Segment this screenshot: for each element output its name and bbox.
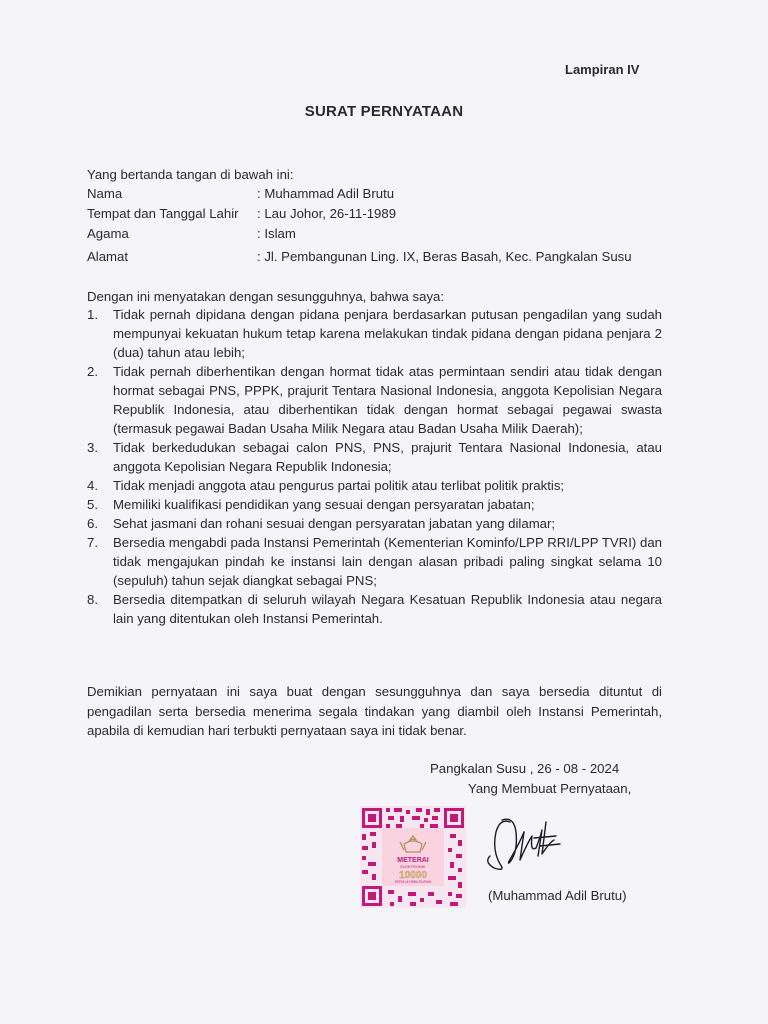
list-number: 2. [87,364,98,379]
list-text: Bersedia mengabdi pada Instansi Pemerintah (Kementerian Kominfo/LPP RRI/LPP TVRI) dan tidak mengajukan pindah ke instansi lain dengan alasan pribadi paling singkat selama 10 (sepuluh) tahun sejak diangkat sebagai PNS; [113,535,662,588]
list-item [87,514,662,533]
list-number: 1. [87,307,98,322]
identity-value: : Jl. Pembangunan Ling. IX, Beras Basah, Kec. Pangkalan Susu [257,249,632,264]
list-number: 5. [87,497,98,512]
stamp-sublabel: ELEKTRONIK [400,864,426,869]
intro-text: Yang bertanda tangan di bawah ini: [87,167,294,182]
list-text: Bersedia ditempatkan di seluruh wilayah Negara Kesatuan Republik Indonesia atau negara lain yang ditentukan oleh Instansi Pemerintah. [113,592,662,626]
maker-label: Yang Membuat Pernyataan, [468,781,632,796]
identity-value: : Lau Johor, 26-11-1989 [257,206,397,221]
list-item [87,495,662,514]
list-number: 4. [87,478,98,493]
list-number: 7. [87,535,98,550]
list-item [87,476,662,495]
list-item [87,590,662,628]
stamp-footer: SEPULUH RIBU RUPIAH [394,880,432,884]
list-text: Tidak pernah dipidana dengan pidana penjara berdasarkan putusan pengadilan yang sudah mempunyai kekuatan hukum tetap karena melakukan tindak pidana dengan pidana penjara 2 (dua) tahun atau lebih; [113,307,662,360]
list-text: Sehat jasmani dan rohani sesuai dengan persyaratan jabatan yang dilamar; [113,516,556,531]
identity-value: : Islam [257,226,296,241]
list-item [87,438,662,476]
list-text: Tidak berkedudukan sebagai calon PNS, PNS, prajurit Tentara Nasional Indonesia, atau anggota Kepolisian Negara Republik Indonesia; [113,440,662,474]
handwritten-signature [480,812,570,878]
stamp-label: METERAI [397,857,429,864]
closing-paragraph: Demikian pernyataan ini saya buat dengan sesungguhnya dan saya bersedia dituntut di pengadilan serta bersedia menerima segala tindakan yang diambil oleh Instansi Pemerintah, apabila di kemudian hari terbukti pernyataan saya ini tidak benar. [87,684,662,738]
list-item [87,362,662,438]
document-title: SURAT PERNYATAAN [304,103,464,120]
stamp-amount: 10000 [399,870,427,881]
list-item [87,305,662,362]
list-number: 6. [87,516,98,531]
list-text: Tidak menjadi anggota atau pengurus partai politik atau terlibat politik praktis; [113,478,565,493]
identity-label: Alamat [87,249,129,264]
identity-label: Nama [87,186,123,201]
list-text: Memiliki kualifikasi pendidikan yang sesuai dengan persyaratan jabatan; [113,497,535,512]
list-item [87,533,662,590]
identity-value: : Muhammad Adil Brutu [257,186,395,201]
attachment-label: Lampiran IV [565,62,640,77]
place-date: Pangkalan Susu , 26 - 08 - 2024 [430,761,620,776]
identity-label: Agama [87,226,129,241]
list-text: Tidak pernah diberhentikan dengan hormat tidak atas permintaan sendiri atau tidak dengan hormat sebagai PNS, PPPK, prajurit Tentara Nasional Indonesia, anggota Kepolisian Negara Republik Indonesia, atau diberhentikan tidak dengan hormat sebagai pegawai swasta (termasuk pegawai Badan Usaha Milik Negara atau Badan Usaha Milik Daerah); [113,364,662,436]
list-number: 3. [87,440,98,455]
statement-list [87,305,662,628]
list-number: 8. [87,592,98,607]
identity-label: Tempat dan Tanggal Lahir [87,206,239,221]
e-meterai-stamp [360,806,466,908]
signer-name: (Muhammad Adil Brutu) [488,888,627,903]
statement-intro: Dengan ini menyatakan dengan sesungguhnya, bahwa saya: [87,289,445,304]
